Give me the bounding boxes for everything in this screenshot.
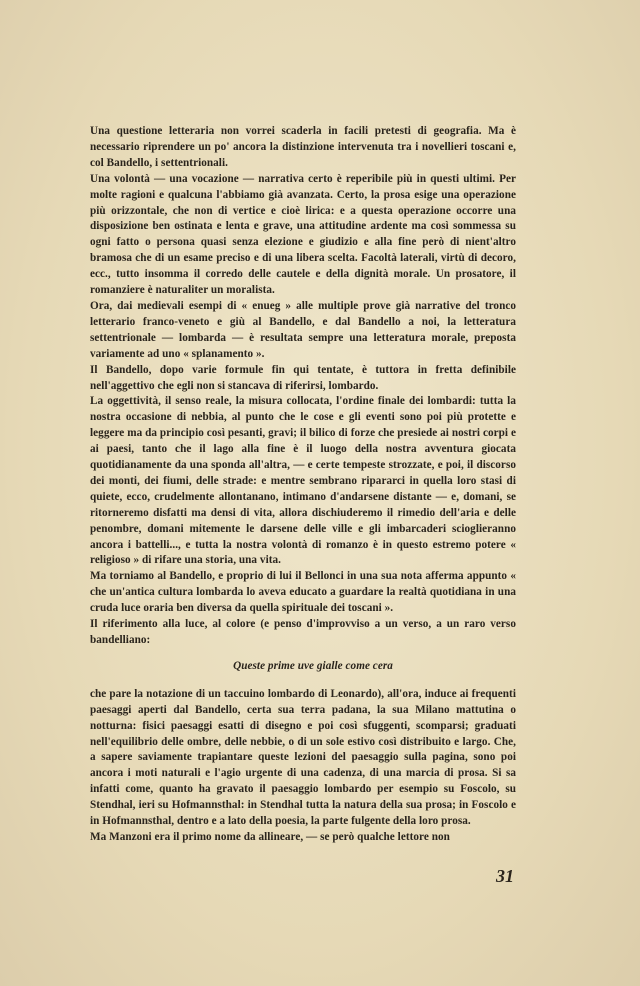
paragraph: Una volontà — una vocazione — narrativa certo è reperibile più in questi ultimi. Per molte ragioni e qualcuna l'abbiamo già avanzata. Certo, la prosa esige una operazione più orizzontale, che non di vertice e cioè lirica: e a questa operazione occorre una disposizione ben ostinata e lenta e grave, una attitudine ardente ma così sommessa su ogni fatto o persona quasi senza elezione e giudizio e alla fine però di nient'altro bramosa che di un esame preciso e di una libera scelta. Facoltà laterali, virtù di decoro, ecc., tutto insomma il corredo delle cautele e della dignità morale. Un prosatore, il romanziere è naturaliter un moralista. — [90, 172, 516, 297]
paragraph: Il riferimento alla luce, al colore (e penso d'improvviso a un verso, a un raro verso bandelliano: — [90, 618, 516, 646]
body-text — [90, 124, 516, 846]
paragraph: che pare la notazione di un taccuino lombardo di Leonardo), all'ora, induce ai frequenti paesaggi aperti dal Bandello, certa sua terra padana, la sua Milano mattutina o notturna: fisici paesaggi esatti di disegno e poi così sfuggenti, scomparsi; graduati nell'equilibrio delle ombre, delle nebbie, o di un sole estivo così distribuito e largo. Che, a sapere saviamente trapiantare queste lezioni del paesaggio sulla pagina, sono poi ancora i moti naturali e l'agio urgente di una cadenza, di una marcia di prosa. Si sa infatti come, quanto ha gravato il paesaggio lombardo per esempio su Foscolo, su Stendhal, ieri su Hofmannsthal: in Stendhal tutta la natura della sua prosa; in Foscolo e in Hofmannsthal, dentro e a lato della poesia, la parte fulgente della loro prosa. — [90, 687, 516, 828]
verse-quote: Queste prime uve gialle come cera — [233, 659, 393, 672]
paragraph: La oggettività, il senso reale, la misura collocata, l'ordine finale dei lombardi: tutta la nostra occasione di nebbia, al punto che le cose e gli eventi sono poi più protette e leggere ma da principio così pesanti, gravi; il bilico di forze che presiede ai nostri corpi e ai paesi, tanto che il lago alla fine è il luogo della nostra avventura giocata quotidianamente da una sponda all'altra, — e certe tempeste strozzate, e poi, il discorso dei monti, dei fiumi, delle strade: e mentre sembrano ripararci in quella loro stasi di quiete, ecco, crudelmente allontanano, intimano d'andarsene distante — e, domani, se ritorneremo disfatti ma densi di vita, allora dischiuderemo il rimedio dell'aria e delle penombre, domani mitemente le darsene delle ville e gli imbarcaderi scioglieranno ancora i battelli..., e tutta la nostra volontà di romanzo è in questo estremo potere « religioso » di rifare una storia, una vita. — [90, 395, 516, 567]
paragraph: Una questione letteraria non vorrei scaderla in facili pretesti di geografia. Ma è necessario riprendere un po' ancora la distinzione intervenuta tra i novellieri toscani e, col Bandello, i settentrionali. — [90, 125, 516, 169]
paragraph: Ora, dai medievali esempi di « enueg » alle multiple prove già narrative del tronco letterario franco-veneto e giù al Bandello, e dal Bandello a noi, la letteratura settentrionale — lombarda — è resultata sempre una letteratura morale, preposta variamente ad uno « splanamento ». — [90, 299, 516, 360]
page-number: 31 — [496, 866, 514, 886]
paragraph: Ma torniamo al Bandello, e proprio di lui il Bellonci in una sua nota afferma appunto « che un'antica cultura lombarda lo aveva educato a guardare la realtà quotidiana in una cruda luce oraria ben diversa da quella spirituale dei toscani ». — [90, 570, 516, 615]
paragraph-last-line: Ma Manzoni era il primo nome da allineare, — se però qualche lettore non — [90, 830, 450, 843]
paragraph: Il Bandello, dopo varie formule fin qui tentate, è tuttora in fretta definibile nell'aggettivo che egli non si stancava di riferirsi, lombardo. — [90, 363, 516, 392]
